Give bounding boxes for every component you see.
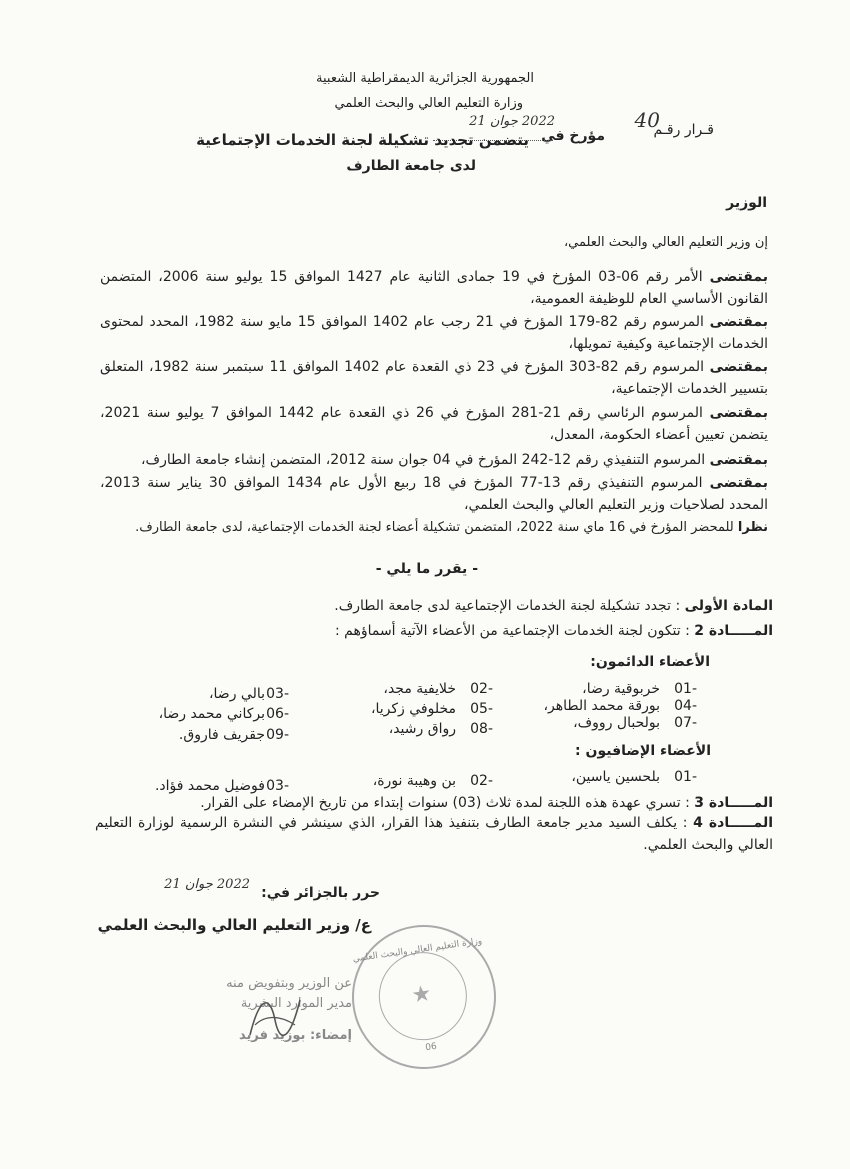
consideration-prefix: بمقتضى [709, 475, 768, 491]
member-name: جقريف فاروق. [178, 727, 265, 743]
consideration-item [100, 266, 768, 310]
member-name: خربوقية رضا، [582, 681, 660, 697]
signed-by: ع/ وزير التعليم العالي والبحث العلمي [97, 916, 371, 934]
article-4-label: المـــــادة 4 [693, 815, 773, 831]
member-name: بركاني محمد رضا، [158, 706, 265, 722]
article-1 [0, 597, 773, 615]
consideration-text: المرسوم التنفيذي رقم 13-77 المؤرخ في 18 ربيع الأول عام 1434 الموافق 30 يناير سنة 2013، المحدد لصلاحيات وزير التعليم العالي والبحث العلمي، [100, 475, 768, 513]
member-number: -07 [674, 715, 697, 731]
member-number: -01 [674, 681, 697, 697]
handwritten-signature [240, 985, 310, 1045]
member-name: بورقة محمد الطاهر، [543, 698, 660, 714]
consideration-prefix: بمقتضى [709, 314, 768, 330]
member-name: بلحسين ياسين، [571, 769, 660, 785]
member-name: بالي رضا، [209, 686, 265, 702]
article-3 [0, 794, 773, 812]
decision-subject: يتضمن تجديد تشكيلة لجنة الخدمات الإجتماعية [196, 131, 529, 149]
consideration-text: للمحضر المؤرخ في 16 ماي سنة 2022، المتضمن تشكيلة أعضاء لجنة الخدمات الإجتماعية، لدى جامعة الطارف. [135, 520, 734, 535]
consideration-prefix: بمقتضى [709, 269, 768, 285]
consideration-text: المرسوم رقم 82-179 المؤرخ في 21 رجب عام 1402 الموافق 15 مايو سنة 1982، المحدد لمحتوى الخدمات الإجتماعية وكيفية تمويلها، [100, 314, 768, 352]
article-1-label: المادة الأولى [684, 598, 773, 614]
signed-at-label: حرر بالجزائر في: [261, 885, 380, 901]
consideration-text: المرسوم التنفيذي رقم 12-242 المؤرخ في 04 جوان سنة 2012، المتضمن إنشاء جامعة الطارف، [141, 452, 706, 468]
consideration-item [100, 402, 768, 446]
minister-title: الوزير [726, 195, 767, 211]
member-name: مخلوفي زكريا، [370, 701, 456, 717]
consideration-prefix: بمقتضى [709, 405, 768, 421]
consideration-item [100, 449, 768, 471]
consideration-prefix: بمقتضى [709, 452, 768, 468]
consideration-item [100, 356, 768, 400]
ministry-header: وزارة التعليم العالي والبحث العلمي [334, 96, 523, 111]
member-number: -02 [470, 681, 493, 697]
consideration-text: المرسوم رقم 82-303 المؤرخ في 23 ذي القعدة عام 1402 الموافق 11 سبتمبر سنة 1982، المتعلق بتسيير الخدمات الإجتماعية، [100, 359, 768, 397]
decision-number-value: 40 [634, 108, 660, 132]
member-name: فوضيل محمد فؤاد. [154, 778, 265, 794]
member-number: -04 [674, 698, 697, 714]
member-number: -05 [470, 701, 493, 717]
decision-dated-label: مؤرخ في [541, 128, 605, 144]
member-number: -03 [266, 686, 289, 702]
member-number: -08 [470, 721, 493, 737]
signer-title: مدير الموارد البشرية [240, 996, 352, 1011]
member-number: -06 [266, 706, 289, 722]
member-name: بولحبال رووف، [573, 715, 660, 731]
alternate-members-title: الأعضاء الإضافيون : [575, 743, 711, 759]
minister-intro: إن وزير التعليم العالي والبحث العلمي، [563, 235, 768, 250]
consideration-text: المرسوم الرئاسي رقم 21-281 المؤرخ في 26 ذي القعدة عام 1442 الموافق 7 يوليو سنة 2021، يتضمن تعيين أعضاء الحكومة، المعدل، [100, 405, 768, 443]
article-2-label: المـــــادة 2 [694, 623, 773, 639]
permanent-members-title: الأعضاء الدائمون: [590, 654, 710, 670]
consideration-item [80, 517, 768, 539]
signer-name: إمضاء: بوزيد فريد [239, 1028, 352, 1043]
article-3-label: المـــــادة 3 [694, 795, 773, 811]
consideration-prefix: نظرا [737, 520, 768, 535]
consideration-item [100, 472, 768, 516]
decision-dated-value: 2022 جوان 21 [469, 114, 555, 129]
consideration-prefix: بمقتضى [709, 359, 768, 375]
delegation-text: عن الوزير وبتفويض منه [226, 976, 352, 991]
consideration-item [100, 311, 768, 355]
signed-date: 2022 جوان 21 [164, 877, 250, 892]
consideration-text: الأمر رقم 06-03 المؤرخ في 19 جمادى الثانية عام 1427 الموافق 15 يوليو سنة 2006، المتضمن القانون الأساسي العام للوظيفة العمومية، [100, 269, 768, 307]
decision-number-label: قـرار رقـم [653, 122, 714, 138]
article-2 [0, 622, 773, 640]
seal-text: وزارة التعليم العالي والبحث العلمي [352, 936, 483, 965]
member-number: -01 [674, 769, 697, 785]
member-name: بن وهيبة نورة، [372, 773, 456, 789]
star-icon: ★ [410, 981, 434, 1009]
member-name: خلايفية مجد، [383, 681, 456, 697]
decision-subject-line2: لدى جامعة الطارف [346, 158, 476, 174]
decides-heading: - يقرر ما يلي - [375, 561, 478, 577]
seal-number: 06 [424, 1041, 438, 1054]
member-number: -09 [266, 727, 289, 743]
article-3-text: : تسري عهدة هذه اللجنة لمدة ثلاث (03) سنوات إبتداء من تاريخ الإمضاء على القرار. [200, 795, 690, 811]
republic-header: الجمهورية الجزائرية الديمقراطية الشعبية [316, 71, 534, 86]
article-4 [95, 812, 773, 856]
official-seal [343, 916, 506, 1079]
member-name: رواق رشيد، [388, 721, 456, 737]
member-number: -03 [266, 778, 289, 794]
article-2-text: : تتكون لجنة الخدمات الإجتماعية من الأعضاء الآتية أسماؤهم : [334, 623, 690, 639]
article-4-text: : يكلف السيد مدير جامعة الطارف بتنفيذ هذا القرار، الذي سينشر في النشرة الرسمية لوزارة التعليم العالي والبحث العلمي. [95, 815, 773, 853]
member-number: -02 [470, 773, 493, 789]
article-1-text: : تجدد تشكيلة لجنة الخدمات الإجتماعية لدى جامعة الطارف. [334, 598, 681, 614]
